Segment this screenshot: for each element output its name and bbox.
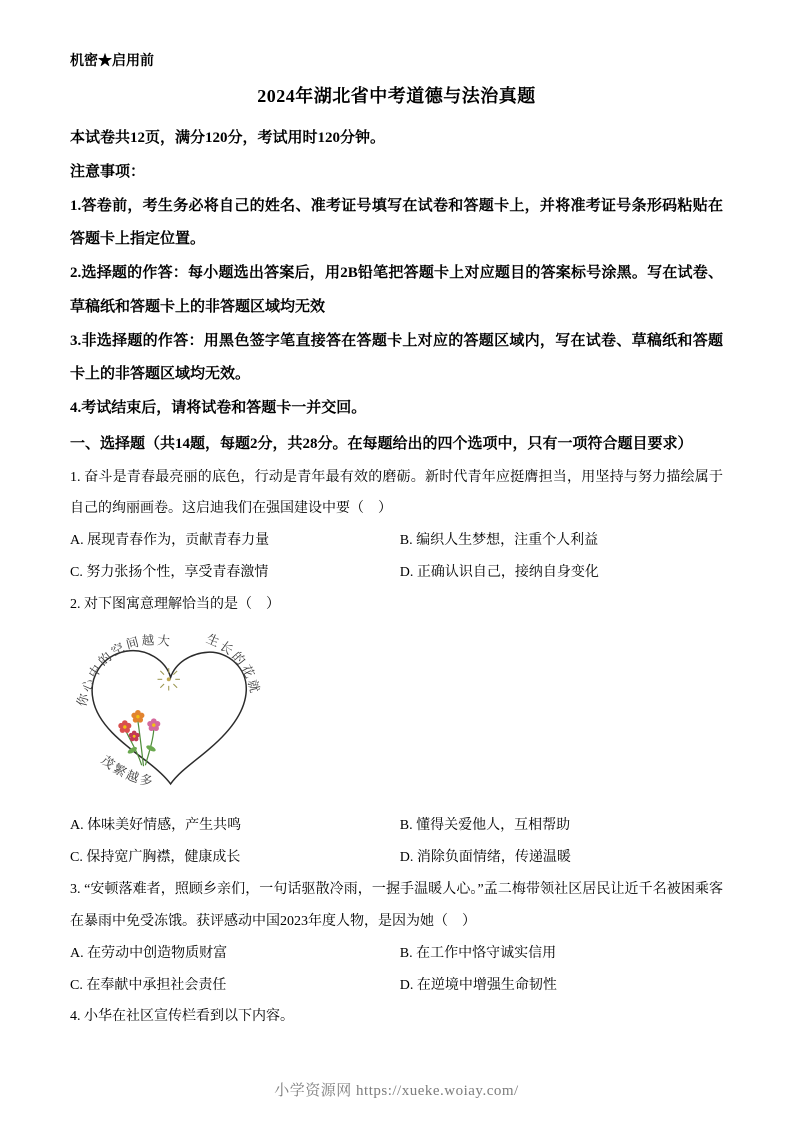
question-2-option-d: D. 消除负面情绪，传递温暖 bbox=[399, 849, 571, 865]
question-3-option-a: A. 在劳动中创造物质财富 bbox=[70, 945, 228, 961]
svg-text:你心中的空间越大 bbox=[76, 632, 173, 708]
question-4 bbox=[70, 1001, 723, 1033]
notice-item-1: 1.答卷前，考生务必将自己的姓名、准考证号填写在试卷和答题卡上，并将准考证号条形码粘贴在答题卡上指定位置。 bbox=[70, 197, 723, 248]
question-3-option-b: B. 在工作中恪守诚实信用 bbox=[399, 945, 557, 961]
heart-flowers-illustration bbox=[76, 627, 268, 797]
notice-heading: 注意事项： bbox=[70, 163, 146, 180]
question-3-options bbox=[70, 938, 723, 1002]
figure-caption-top: 你心中的空间越大 bbox=[76, 633, 173, 709]
question-2-option-c: C. 保持宽广胸襟，健康成长 bbox=[70, 849, 241, 865]
question-3-option-c: C. 在奉献中承担社会责任 bbox=[70, 977, 227, 993]
figure-caption-bottom: 茂繁越多 bbox=[98, 753, 156, 789]
notice-item-2: 2.选择题的作答：每小题选出答案后，用2B铅笔把答题卡上对应题目的答案标号涂黑。写在试卷、草稿纸和答题卡上的非答题区域均无效 bbox=[70, 265, 723, 315]
flower-icon bbox=[147, 718, 160, 731]
question-1-option-a: A. 展现青春作为，贡献青春力量 bbox=[70, 533, 270, 549]
question-1 bbox=[70, 462, 723, 590]
question-1-option-b: B. 编织人生梦想，注重个人利益 bbox=[399, 533, 599, 549]
question-4-stem: 4. 小华在社区宣传栏看到以下内容。 bbox=[70, 1009, 294, 1025]
section-title: 一、选择题（共14题，每题2分，共28分。在每题给出的四个选项中，只有一项符合题目要求） bbox=[70, 435, 693, 452]
figure-caption-right: 生长的花就 bbox=[204, 631, 263, 697]
flower-icon bbox=[129, 731, 140, 742]
question-2-options bbox=[70, 810, 723, 874]
question-2 bbox=[70, 589, 723, 874]
question-1-options bbox=[70, 525, 723, 589]
question-3-stem: 3. “安顿落难者，照顾乡亲们，一句话驱散冷雨，一握手温暖人心。”孟二梅带领社区居民让近千名被困乘客在暴雨中免受冻饿。获评感动中国2023年度人物，是因为她（ ） bbox=[70, 881, 723, 929]
question-2-option-a: A. 体味美好情感，产生共鸣 bbox=[70, 818, 242, 834]
question-2-figure bbox=[76, 627, 723, 802]
sun-sparkle-icon bbox=[158, 668, 180, 690]
question-2-option-b: B. 懂得关爱他人，互相帮助 bbox=[399, 818, 571, 834]
exam-info: 本试卷共12页，满分120分，考试用时120分钟。 bbox=[70, 130, 386, 146]
notice-item-3: 3.非选择题的作答：用黑色签字笔直接答在答题卡上对应的答题区域内，写在试卷、草稿纸和答题卡上的非答题区域均无效。 bbox=[70, 332, 723, 383]
page-title: 2024年湖北省中考道德与法治真题 bbox=[257, 86, 536, 106]
svg-text:生长的花就 bbox=[204, 631, 263, 697]
question-1-stem: 1. 奋斗是青春最亮丽的底色，行动是青年最有效的磨砺。新时代青年应挺膺担当，用坚持与努力描绘属于自己的绚丽画卷。这启迪我们在强国建设中要（ ） bbox=[70, 469, 723, 517]
question-3-option-d: D. 在逆境中增强生命韧性 bbox=[399, 977, 557, 993]
flower-icon bbox=[131, 710, 144, 723]
question-2-stem: 2. 对下图寓意理解恰当的是（ ） bbox=[70, 597, 280, 613]
flower-icon bbox=[118, 720, 131, 733]
watermark-footer: 小学资源网 https://xueke.woiay.com/ bbox=[274, 1083, 519, 1099]
notice-item-4: 4.考试结束后，请将试卷和答题卡一并交回。 bbox=[70, 400, 367, 416]
question-3 bbox=[70, 874, 723, 1002]
question-1-option-d: D. 正确认识自己，接纳自身变化 bbox=[399, 565, 599, 581]
classification-label: 机密★启用前 bbox=[70, 54, 154, 69]
question-1-option-c: C. 努力张扬个性，享受青春激情 bbox=[70, 565, 269, 581]
